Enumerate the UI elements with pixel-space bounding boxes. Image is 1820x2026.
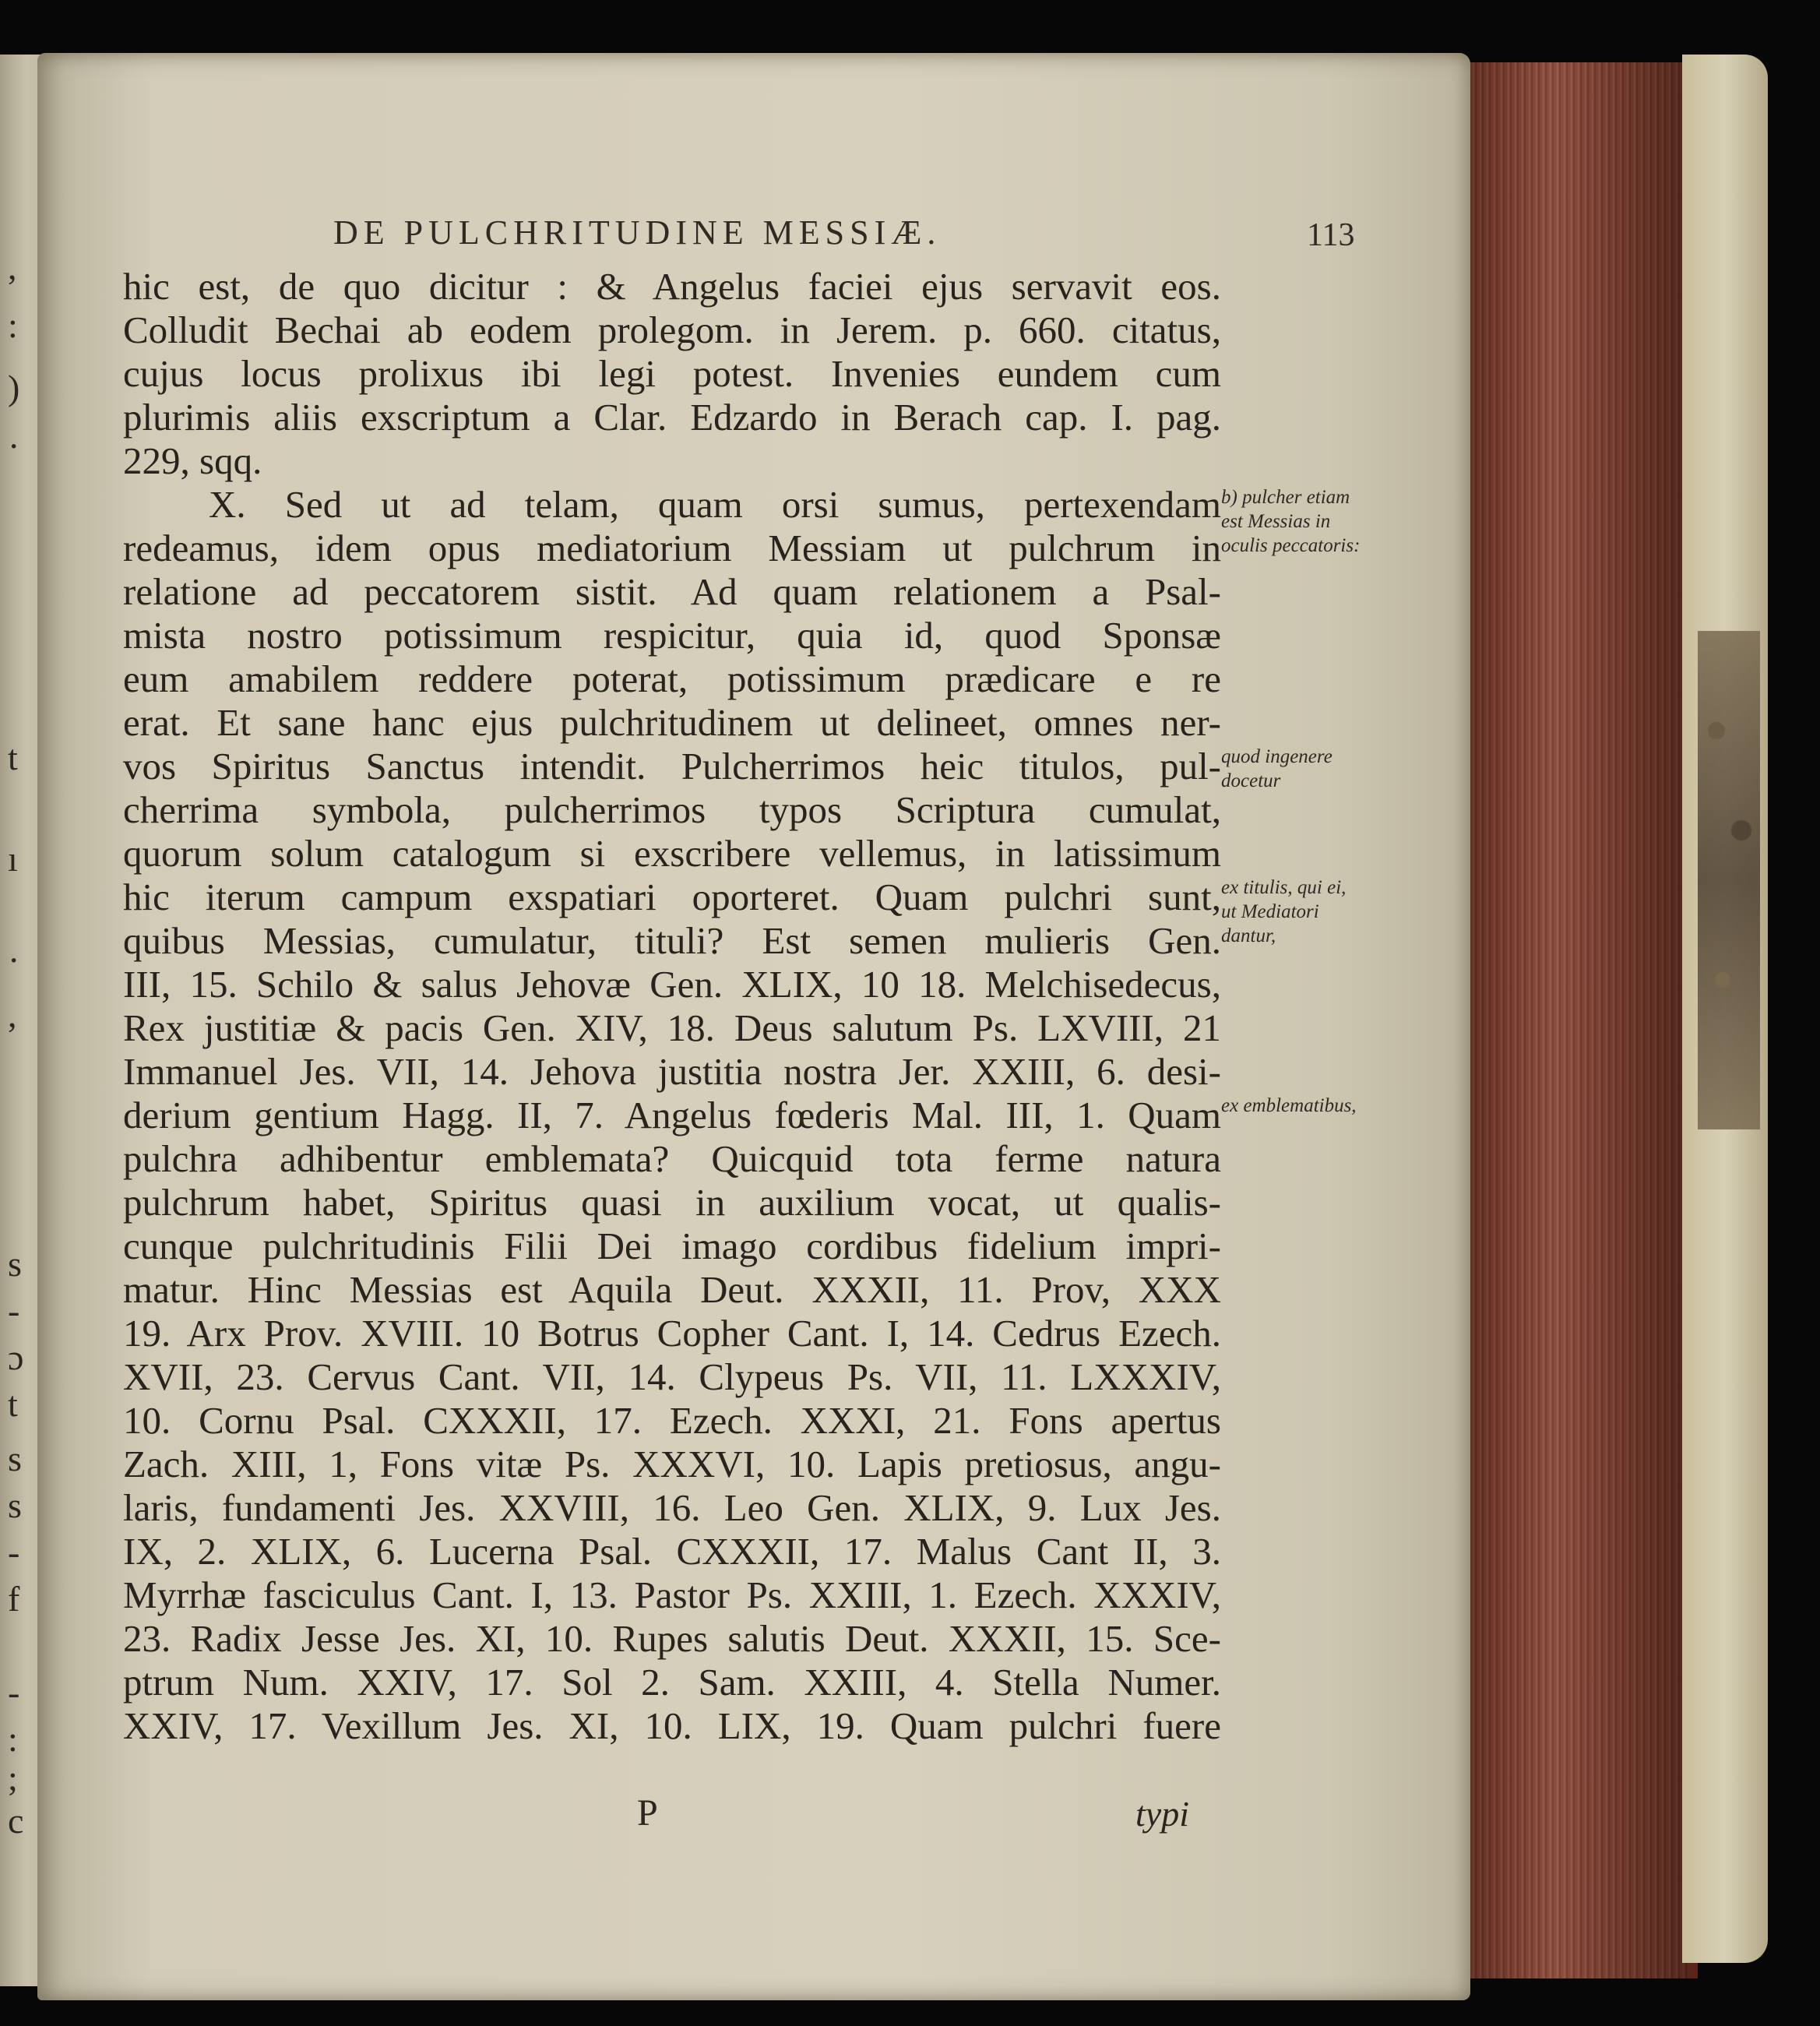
facing-fragment: , [8,247,17,287]
facing-fragment: - [8,1532,20,1572]
text-line: relatione ad peccatorem sistit. Ad quam relationem a Psal- [123,570,1221,613]
facing-fragment: t [8,1384,18,1424]
facing-fragment: ı [8,839,18,879]
text-line: quibus Messias, cumulatur, tituli? Est semen mulieris Gen. [123,919,1221,962]
facing-fragment: · [8,426,20,466]
marginal-note: quod ingenere docetur [1221,746,1332,791]
facing-fragment: - [8,1291,20,1330]
facing-fragment: s [8,1244,22,1284]
book-fore-edge [1464,62,1698,1978]
text-line: mista nostro potissimum respicitur, quia id, quod Sponsæ [123,614,1221,657]
text-line: XXIV, 17. Vexillum Jes. XI, 10. LIX, 19. Quam pulchri fuere [123,1704,1221,1747]
signature-mark: P [637,1792,658,1834]
text-line: cunque pulchritudinis Filii Dei imago cordibus fidelium impri- [123,1224,1221,1267]
facing-fragment: ɔ [8,1337,24,1377]
text-line: cherrima symbola, pulcherrimos typos Scriptura cumulat, [123,788,1221,831]
facing-fragment: · [8,940,20,980]
text-line: ptrum Num. XXIV, 17. Sol 2. Sam. XXIII, 4. Stella Numer. [123,1661,1221,1704]
text-line: 19. Arx Prov. XVIII. 10 Botrus Copher Cant. I, 14. Cedrus Ezech. [123,1312,1221,1355]
text-line: III, 15. Schilo & salus Jehovæ Gen. XLIX, 10 18. Melchisedecus, [123,963,1221,1006]
text-line: hic est, de quo dicitur : & Angelus faciei ejus servavit eos. [123,265,1221,308]
facing-fragment: ) [8,368,20,407]
text-line: Myrrhæ fasciculus Cant. I, 13. Pastor Ps. XXIII, 1. Ezech. XXXIV, [123,1573,1221,1616]
facing-fragment: : [8,1719,18,1759]
marbled-cover [1698,631,1760,1129]
text-line: laris, fundamenti Jes. XXVIII, 16. Leo Gen. XLIX, 9. Lux Jes. [123,1486,1221,1529]
text-line: Rex justitiæ & pacis Gen. XIV, 18. Deus salutum Ps. LXVIII, 21 [123,1006,1221,1049]
book-binding [1682,55,1768,1963]
catchword: typi [1135,1794,1189,1834]
text-line: 23. Radix Jesse Jes. XI, 10. Rupes salutis Deut. XXXII, 15. Sce- [123,1617,1221,1660]
facing-fragment: c [8,1801,24,1841]
facing-fragment: : [8,305,18,345]
text-line: IX, 2. XLIX, 6. Lucerna Psal. CXXXII, 17. Malus Cant II, 3. [123,1530,1221,1573]
text-line: 229, sqq. [123,439,262,482]
marginal-note: ex titulis, qui ei, ut Mediatori dantur, [1221,877,1347,946]
running-title: DE PULCHRITUDINE MESSIÆ. [333,213,942,252]
text-line: pulchrum habet, Spiritus quasi in auxilium vocat, ut qualis- [123,1181,1221,1224]
page-number: 113 [1307,217,1355,253]
text-line: Colludit Bechai ab eodem prolegom. in Jerem. p. 660. citatus, [123,308,1221,351]
book-page [37,53,1470,2000]
marginal-note: b) pulcher etiam est Messias in oculis peccatoris: [1221,487,1361,556]
text-line: Immanuel Jes. VII, 14. Jehova justitia nostra Jer. XXIII, 6. desi- [123,1050,1221,1093]
text-line: plurimis aliis exscriptum a Clar. Edzardo in Berach cap. I. pag. [123,396,1221,439]
text-line: quorum solum catalogum si exscribere vellemus, in latissimum [123,832,1221,875]
text-line: hic iterum campum exspatiari oporteret. Quam pulchri sunt, [123,876,1221,918]
text-line: vos Spiritus Sanctus intendit. Pulcherrimos heic titulos, pul- [123,745,1221,787]
text-line: matur. Hinc Messias est Aquila Deut. XXXII, 11. Prov, XXX [123,1268,1221,1311]
text-line: pulchra adhibentur emblemata? Quicquid tota ferme natura [123,1137,1221,1180]
facing-fragment: - [8,1672,20,1712]
facing-fragment: t [8,738,18,777]
facing-fragment: ; [8,1758,18,1798]
text-line: XVII, 23. Cervus Cant. VII, 14. Clypeus Ps. VII, 11. LXXXIV, [123,1355,1221,1398]
marginal-note: ex emblematibus, [1221,1095,1357,1116]
text-line: X. Sed ut ad telam, quam orsi sumus, pertexendam [209,483,1221,526]
text-line: Zach. XIII, 1, Fons vitæ Ps. XXXVI, 10. Lapis pretiosus, angu- [123,1443,1221,1485]
facing-fragment: f [8,1579,20,1619]
text-line: derium gentium Hagg. II, 7. Angelus fœderis Mal. III, 1. Quam [123,1094,1221,1136]
text-line: cujus locus prolixus ibi legi potest. Invenies eundem cum [123,352,1221,395]
facing-fragment: s [8,1439,22,1478]
text-line: 10. Cornu Psal. CXXXII, 17. Ezech. XXXI, 21. Fons apertus [123,1399,1221,1442]
facing-fragment: , [8,995,17,1034]
text-line: erat. Et sane hanc ejus pulchritudinem ut delineet, omnes ner- [123,701,1221,744]
text-line: eum amabilem reddere poterat, potissimum prædicare e re [123,657,1221,700]
text-line: redeamus, idem opus mediatorium Messiam ut pulchrum in [123,527,1221,569]
facing-fragment: s [8,1485,22,1525]
